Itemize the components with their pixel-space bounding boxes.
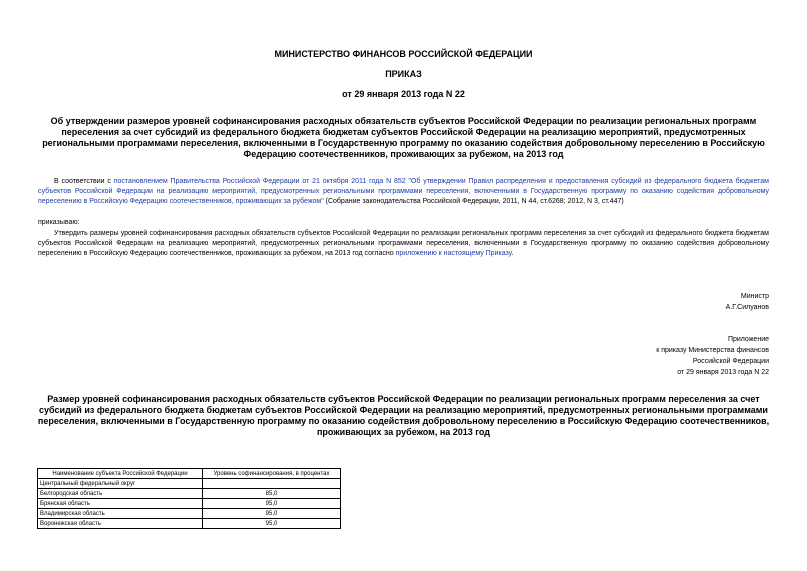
row-level: 95,0 <box>203 509 341 519</box>
order-item-1 <box>38 229 769 259</box>
row-level: 95,0 <box>203 519 341 529</box>
row-subject: Центральный федеральный округ <box>38 479 203 489</box>
column-header-level: Уровень софинансирования, в процентах <box>203 469 341 479</box>
item1-text: Утвердить размеры уровней софинансирования расходных обязательств субъектов Российской Федерации по реализации региональных программ переселения за счет субсидий из федерального бюджета бюджетам субъектов Российской Федерации на реализацию мероприятий, предусмотренных региональными программами переселения, включенными в Государственную программу по оказанию содействия добровольному переселению в Российскую Федерацию соотечественников, проживающих за рубежом, на 2013 год согласно <box>38 230 769 257</box>
appendix-line-1: к приказу Министерства финансов <box>656 347 769 354</box>
directs-word: приказываю: <box>38 219 80 226</box>
government-decree-link[interactable]: постановлением Правительства Российской Федерации от 21 октября 2011 года N 852 "Об утверждении Правил распределения и предоставления субсидий из федерального бюджета бюджетам субъектов Российской Федерации на реализацию мероприятий, предусмотренных региональными программами переселения, включенными в Государственную программу по оказанию содействия добровольному переселению в Российскую Федерацию соотечественников, проживающих за рубежом" <box>38 178 769 205</box>
signature-name: А.Г.Силуанов <box>725 304 769 311</box>
row-level: 85,0 <box>203 489 341 499</box>
row-subject: Белгородская область <box>38 489 203 499</box>
appendix-label: Приложение <box>727 336 769 343</box>
table-header-row <box>38 469 341 479</box>
signature-position: Министр <box>740 293 769 300</box>
cofinancing-table <box>37 468 341 529</box>
column-header-subject: Наименование субъекта Российской Федерации <box>38 469 203 479</box>
preamble-suffix: (Собрание законодательства Российской Федерации, 2011, N 44, ст.6268; 2012, N 3, ст.447) <box>323 198 624 205</box>
row-subject: Брянская область <box>38 499 203 509</box>
appendix-title: Размер уровней софинансирования расходных обязательств субъектов Российской Федерации по реализации региональных программ переселения за счет субсидий из федерального бюджета бюджетам субъектов Российской Федерации на реализацию мероприятий, предусмотренных региональными программами переселения, включенными в Государственную программу по оказанию содействия добровольному переселению в Российскую Федерацию соотечественников, проживающих за рубежом, на 2013 год <box>37 394 770 437</box>
appendix-line-2: Российской Федерации <box>692 358 769 365</box>
document-type: ПРИКАЗ <box>385 69 422 79</box>
table-row <box>38 489 341 499</box>
row-subject: Воронежская область <box>38 519 203 529</box>
order-title: Об утверждении размеров уровней софинансирования расходных обязательств субъектов Российской Федерации по реализации региональных программ переселения за счет субсидий из федерального бюджета бюджетам субъектов Российской Федерации на реализацию мероприятий, предусмотренных региональными программами переселения, включенными в Государственную программу по оказанию содействия добровольному переселению в Российскую Федерацию соотечественников, проживающих за рубежом, на 2013 год <box>42 116 765 159</box>
row-level <box>203 479 341 489</box>
appendix-link[interactable]: приложению к настоящему Приказу <box>395 250 512 257</box>
item1-end: . <box>511 250 514 257</box>
appendix-line-3: от 29 января 2013 года N 22 <box>677 369 769 376</box>
table-row <box>38 519 341 529</box>
row-level: 95,0 <box>203 499 341 509</box>
preamble-paragraph <box>38 177 769 207</box>
order-date-number: от 29 января 2013 года N 22 <box>342 89 465 99</box>
table-row <box>38 499 341 509</box>
table-row <box>38 479 341 489</box>
signature-block <box>726 291 769 313</box>
preamble-prefix: В соответствии с <box>54 178 114 185</box>
ministry-heading: МИНИСТЕРСТВО ФИНАНСОВ РОССИЙСКОЙ ФЕДЕРАЦИИ <box>274 49 533 59</box>
row-subject: Владимирская область <box>38 509 203 519</box>
table-row <box>38 509 341 519</box>
appendix-header-block <box>656 334 769 378</box>
